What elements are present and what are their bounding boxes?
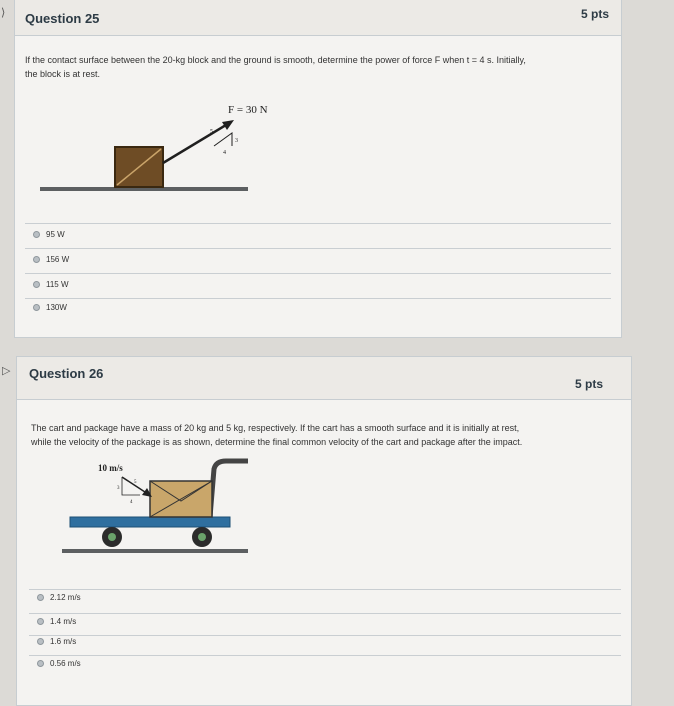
question-25-title: Question 25: [25, 11, 100, 26]
question-25-text-line1: If the contact surface between the 20-kg block and the ground is smooth, determine the power of force F when t = 4 s. Initially,: [25, 55, 526, 65]
question-25-text: [25, 53, 615, 81]
answer-label: 0.56 m/s: [50, 659, 81, 668]
ground-line: [62, 549, 248, 553]
question-25-card: [14, 0, 622, 338]
radio-icon[interactable]: [37, 618, 44, 625]
answer-divider: [25, 273, 611, 274]
question-26-text: [31, 421, 621, 449]
answer-divider: [29, 589, 621, 590]
question-flag-icon[interactable]: ▷: [2, 365, 11, 377]
answer-label: 1.4 m/s: [50, 617, 77, 626]
answer-option[interactable]: [33, 255, 69, 264]
question-26-points: 5 pts: [574, 377, 603, 391]
cart-wheel-hub-left: [108, 533, 116, 541]
radio-icon[interactable]: [33, 256, 40, 263]
answer-label: 115 W: [46, 280, 69, 289]
ratio-label-4: 4: [130, 500, 133, 505]
radio-icon[interactable]: [33, 231, 40, 238]
radio-icon[interactable]: [37, 638, 44, 645]
answer-option[interactable]: [33, 303, 67, 312]
answer-divider: [25, 223, 611, 224]
question-flag-icon[interactable]: ⟩: [1, 7, 6, 19]
ratio-label-5: 5: [134, 480, 137, 485]
answer-option[interactable]: [37, 593, 81, 602]
answer-label: 156 W: [46, 255, 70, 264]
answer-label: 95 W: [46, 230, 65, 239]
question-26-header: [17, 357, 631, 400]
ratio-label-3: 3: [117, 486, 120, 491]
radio-icon[interactable]: [33, 304, 40, 311]
question-25-text-line2: the block is at rest.: [25, 69, 101, 79]
question-26-card: [16, 356, 632, 706]
slope-triangle: [214, 133, 232, 146]
answer-option[interactable]: [37, 637, 76, 646]
slope-triangle: [122, 477, 140, 495]
answer-divider: [29, 613, 621, 614]
question-25-header: [15, 0, 621, 36]
ratio-label-3: 3: [235, 138, 238, 144]
cart-handle: [210, 461, 248, 517]
answer-option[interactable]: [33, 280, 69, 289]
velocity-label: 10 m/s: [98, 463, 123, 473]
ratio-label-4: 4: [223, 150, 226, 156]
cart-platform: [70, 517, 230, 527]
answer-option[interactable]: [37, 617, 76, 626]
answer-label: 1.6 m/s: [50, 637, 77, 646]
answer-divider: [25, 248, 611, 249]
ratio-label-5: 5: [210, 129, 213, 135]
radio-icon[interactable]: [37, 660, 44, 667]
answer-label: 130W: [46, 303, 67, 312]
answer-option[interactable]: [37, 659, 81, 668]
radio-icon[interactable]: [37, 594, 44, 601]
force-label: F = 30 N: [228, 104, 268, 116]
answer-divider: [29, 655, 621, 656]
question-26-title: Question 26: [29, 366, 104, 381]
question-26-figure: [62, 457, 282, 562]
question-26-text-line2: while the velocity of the package is as shown, determine the final common velocity of the cart and package after the impact.: [31, 437, 523, 447]
question-26-text-line1: The cart and package have a mass of 20 kg and 5 kg, respectively. If the cart has a smooth surface and it is initially at rest,: [31, 423, 520, 433]
answer-option[interactable]: [33, 230, 65, 239]
question-25-figure: [40, 99, 270, 199]
answer-divider: [29, 635, 621, 636]
answer-label: 2.12 m/s: [50, 593, 81, 602]
cart-wheel-hub-right: [198, 533, 206, 541]
answer-divider: [25, 298, 611, 299]
radio-icon[interactable]: [33, 281, 40, 288]
question-25-points: 5 pts: [580, 7, 609, 21]
